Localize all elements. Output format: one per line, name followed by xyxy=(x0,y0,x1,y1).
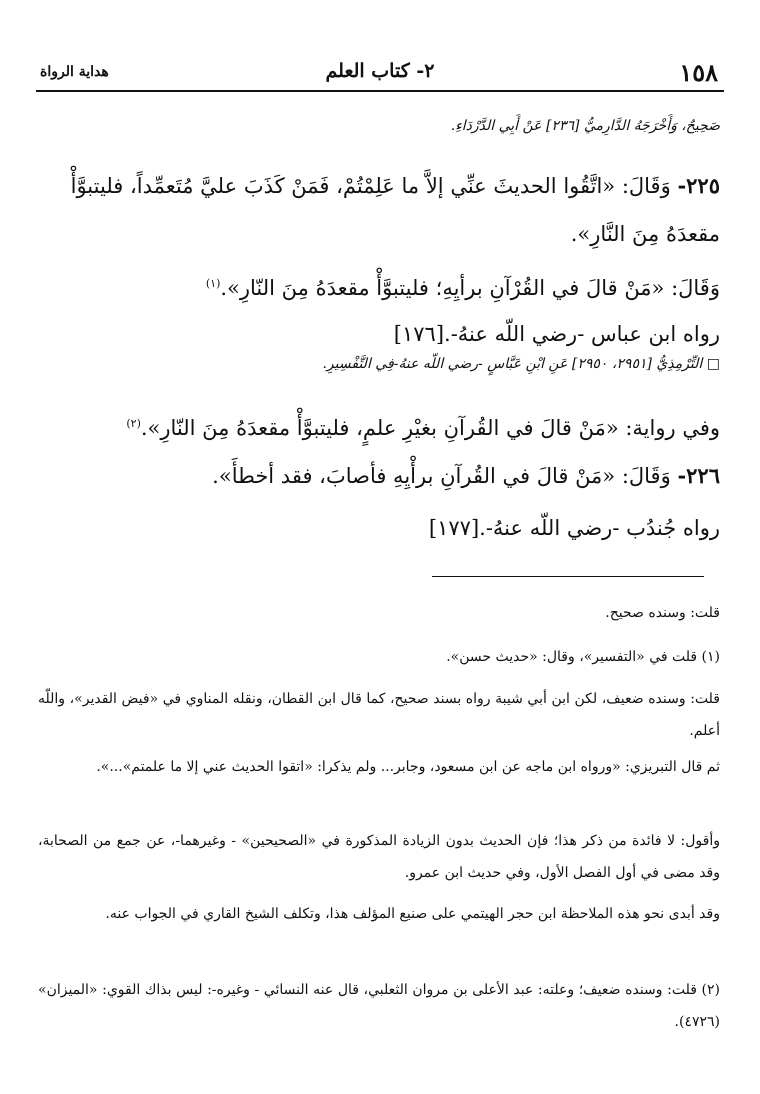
quote-text: وَقَالَ: «مَنْ قالَ في القُرْآنِ برأيِهِ؛ فليتبوَّأْ مقعدَهُ مِنَ النّارِ». xyxy=(220,276,720,300)
chapter-title: ٢- كتاب العلم xyxy=(325,60,435,82)
footnote-paragraph: وأقول: لا فائدة من ذكر هذا؛ فإن الحديث بدون الزيادة المذكورة في «الصحيحين» - وغيرهما-، عن جمع من الصحابة، وقد مضى في أول الفصل الأول، وفي حديث ابن عمرو. xyxy=(38,833,720,881)
hadith-225-second-quote xyxy=(40,260,720,312)
variant-text: وفي رواية: «مَنْ قالَ في القُرآنِ بغيْرِ علمٍ، فليتبوَّأْ مقعدَهُ مِنَ النّارِ». xyxy=(140,416,720,440)
square-icon: □ xyxy=(706,356,720,372)
hadith-number: ٢٢٥- xyxy=(677,173,720,198)
book-title: هداية الرواة xyxy=(40,64,109,80)
footnote-paragraph: قلت: وسنده ضعيف، لكن ابن أبي شيبة رواه بسند صحيح، كما قال ابن القطان، ونقله المناوي في «فيض القدير»، واللّه أعلم. xyxy=(38,691,720,739)
hadith-text: وَقَالَ: «مَنْ قالَ في القُرآنِ برأْيِهِ فأصابَ، فقد أخطأَ». xyxy=(212,464,671,488)
takhrij-text: التِّرْمِذِيُّ [٢٩٥١، ٢٩٥٠] عَنِ ابْنِ عَبَّاسٍ -رضي اللّه عنهُ-فِي التَّفْسِيرِ. xyxy=(322,356,703,372)
footnote-separator xyxy=(432,576,704,577)
footnote-ref-2: (٢) xyxy=(126,417,141,430)
footnote-paragraph: (١) قلت في «التفسير»، وقال: «حديث حسن». xyxy=(446,649,720,665)
footnote-paragraph: (٢) قلت: وسنده ضعيف؛ وعلته: عبد الأعلى بن مروان الثعلبي، قال عنه النسائي - وغيره-: ليس بذاك القوي: «الميزان» (٤٧٢٦). xyxy=(38,982,720,1030)
hadith-number: ٢٢٦- xyxy=(677,463,720,488)
hadith-text: وَقَالَ: «اتَّقُوا الحديثَ عنِّي إلاَّ ما عَلِمْتُمْ، فَمَنْ كَذَبَ عليَّ مُتَعمِّداً، فليتبوَّأْ مقعدَهُ مِنَ النَّارِ». xyxy=(70,174,720,246)
footnote-paragraph: قلت: وسنده صحيح. xyxy=(605,605,720,621)
takhrij-line xyxy=(40,356,720,372)
hadith-225-narration: رواه ابن عباس -رضي اللّه عنهُ-.[١٧٦] xyxy=(393,322,720,346)
page-header xyxy=(36,56,724,92)
hadith-226-narration: رواه جُندُب -رضي اللّه عنهُ-.[١٧٧] xyxy=(428,516,720,540)
page-number: ١٥٨ xyxy=(679,58,718,87)
footnote-paragraph: وقد أبدى نحو هذه الملاحظة ابن حجر الهيتمي على صنيع المؤلف هذا، وتكلف الشيخ القاري في الجواب عنه. xyxy=(105,906,720,922)
hadith-225 xyxy=(40,162,720,258)
footnote-ref-1: (١) xyxy=(205,277,221,290)
footnote-paragraph: ثم قال التبريزي: «ورواه ابن ماجه عن ابن مسعود، وجابر... ولم يذكرا: «اتقوا الحديث عني إلا ما علمتم»...». xyxy=(96,759,720,775)
intro-line: صَحِيحٌ، وَأَخْرَجَهُ الدَّارِميُّ [٢٣٦] عَنْ أَبِي الدَّرْدَاءِ. xyxy=(450,118,720,134)
variant-narration xyxy=(40,400,720,452)
hadith-226 xyxy=(40,452,720,500)
